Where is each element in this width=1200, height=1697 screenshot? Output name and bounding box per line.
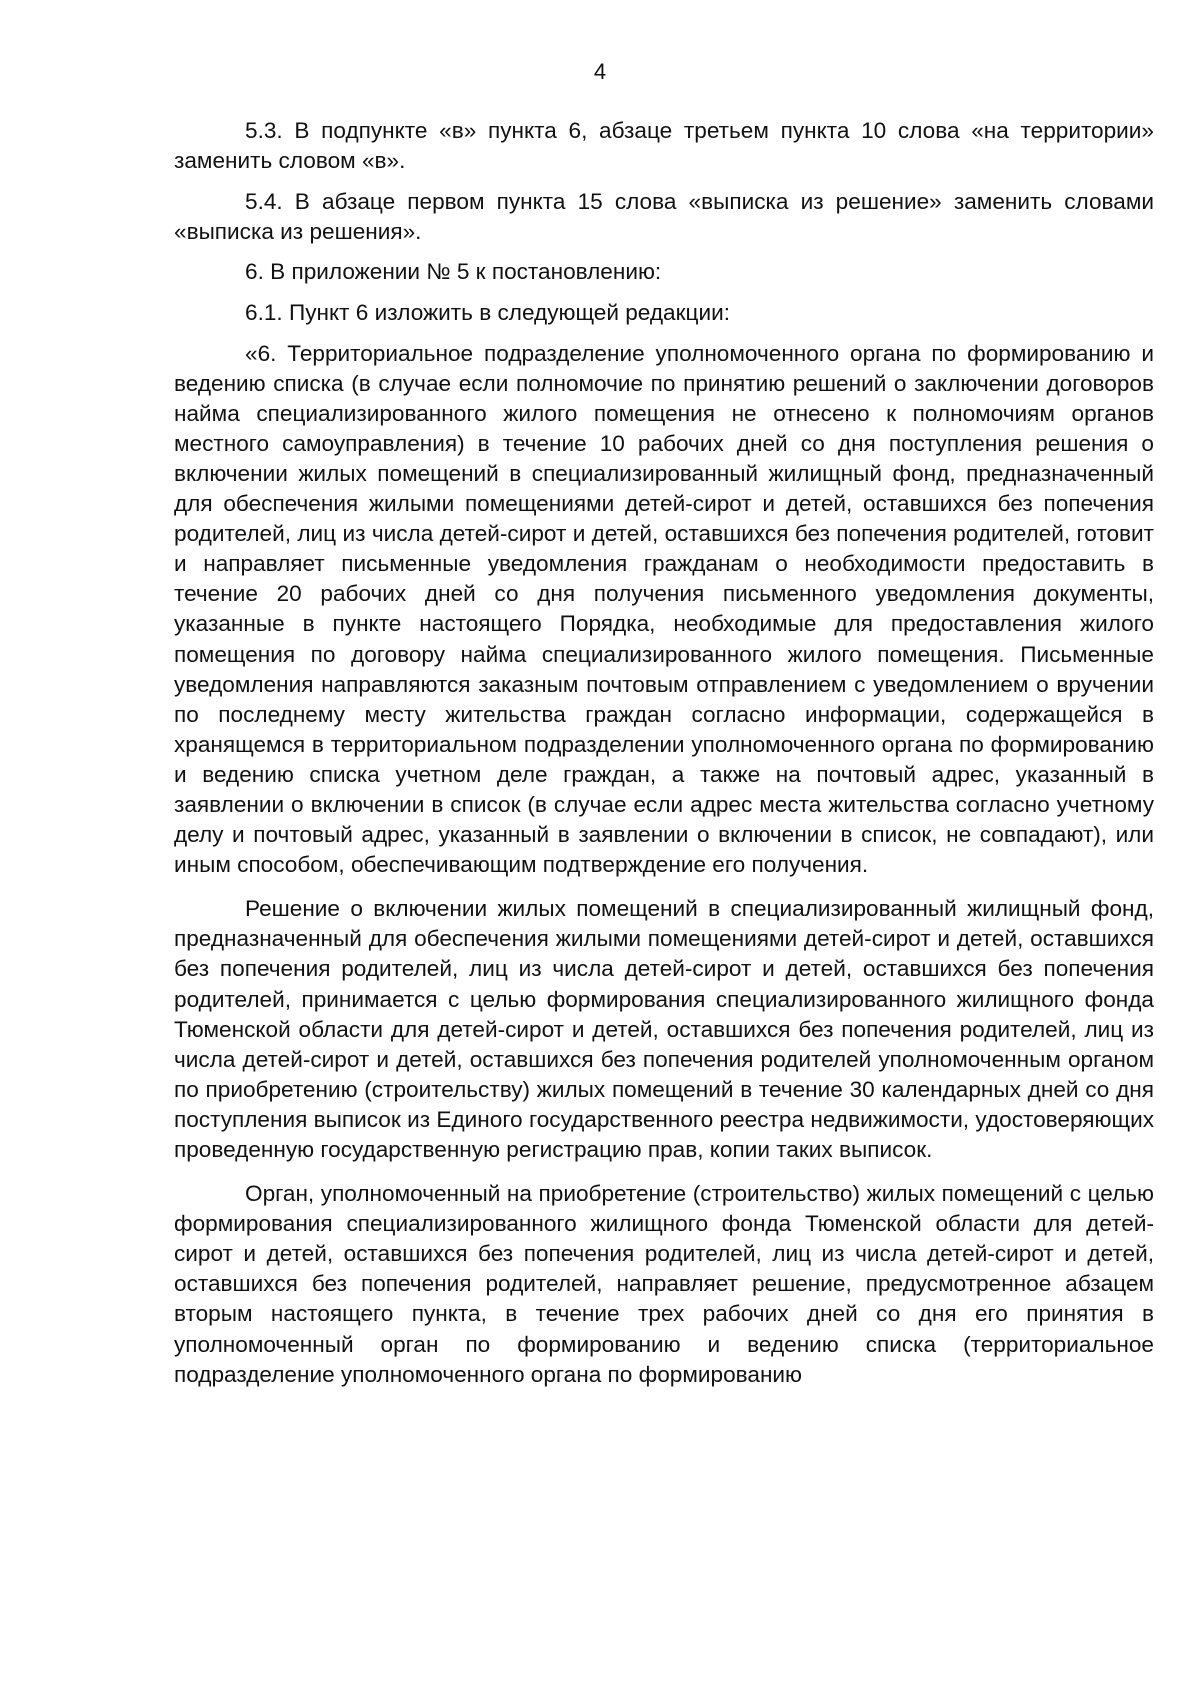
document-body	[174, 116, 1154, 1390]
paragraph-5-3: 5.3. В подпункте «в» пункта 6, абзаце третьем пункта 10 слова «на территории» заменить словом «в».	[174, 118, 1154, 174]
paragraph-6: 6. В приложении № 5 к постановлению:	[245, 259, 662, 285]
paragraph-decision: Решение о включении жилых помещений в специализированный жилищный фонд, предназначенный для обеспечения жилыми помещениями детей-сирот и детей, оставшихся без попечения родителей, лиц из числа детей-сирот и детей, оставшихся без попечения родителей, принимается с целью формирования специализированного жилищного фонда Тюменской области для детей-сирот и детей, оставшихся без попечения родителей, лиц из числа детей-сирот и детей, оставшихся без попечения родителей уполномоченным органом по приобретению (строительству) жилых помещений в течение 30 календарных дней со дня поступления выписок из Единого государственного реестра недвижимости, удостоверяющих проведенную государственную регистрацию прав, копии таких выписок.	[174, 896, 1154, 1162]
page-number: 4	[593, 59, 607, 84]
paragraph-5-4: 5.4. В абзаце первом пункта 15 слова «выписка из решение» заменить словами «выписка из решения».	[174, 188, 1154, 244]
paragraph-quoted-item-6: «6. Территориальное подразделение уполномоченного органа по формированию и ведению списка (в случае если полномочие по принятию решений о заключении договоров найма специализированного жилого помещения не отнесено к полномочиям органов местного самоуправления) в течение 10 рабочих дней со дня поступления решения о включении жилых помещений в специализированный жилищный фонд, предназначенный для обеспечения жилыми помещениями детей-сирот и детей, оставшихся без попечения родителей, лиц из числа детей-сирот и детей, оставшихся без попечения родителей, готовит и направляет письменные уведомления гражданам о необходимости предоставить в течение 20 рабочих дней со дня получения письменного уведомления документы, указанные в пункте настоящего Порядка, необходимые для предоставления жилого помещения по договору найма специализированного жилого помещения. Письменные уведомления направляются заказным почтовым отправлением с уведомлением о вручении по последнему месту жительства граждан согласно информации, содержащейся в хранящемся в территориальном подразделении уполномоченного органа по формированию и ведению списка учетном деле граждан, а также на почтовый адрес, указанный в заявлении о включении в список (в случае если адрес места жительства согласно учетному делу и почтовый адрес, указанный в заявлении о включении в список, не совпадают), или иным способом, обеспечивающим подтверждение его получения.	[174, 340, 1154, 878]
paragraph-authorized-body: Орган, уполномоченный на приобретение (строительство) жилых помещений с целью формирования специализированного жилищного фонда Тюменской области для детей-сирот и детей, оставшихся без попечения родителей, лиц из числа детей-сирот и детей, оставшихся без попечения родителей, направляет решение, предусмотренное абзацем вторым настоящего пункта, в течение трех рабочих дней со дня его принятия в уполномоченный орган по формированию и ведению списка (территориальное подразделение уполномоченного органа по формированию	[174, 1181, 1154, 1387]
paragraph-6-1: 6.1. Пункт 6 изложить в следующей редакции:	[245, 299, 730, 325]
